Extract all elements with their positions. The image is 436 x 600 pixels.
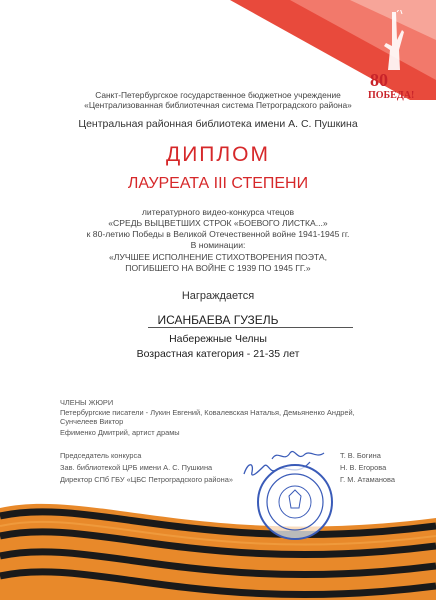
official-stamp [255,462,335,542]
signatory-role-3: Директор СПб ГБУ «ЦБС Петроградского района» [60,475,233,484]
signatory-role-2: Зав. библиотекой ЦРБ имени А. С. Пушкина [60,463,213,472]
jury-heading: ЧЛЕНЫ ЖЮРИ [60,398,114,407]
nomination-line-1: «ЛУЧШЕЕ ИСПОЛНЕНИЕ СТИХОТВОРЕНИЯ ПОЭТА, [109,252,327,262]
diploma-title: ДИПЛОМ [165,143,271,166]
recipient-name: ИСАНБАЕВА ГУЗЕЛЬ [157,313,279,327]
jury-line-1: Петербургские писатели - Лукин Евгений, Ковалевская Наталья, Демьяненко Андрей, [60,408,355,417]
signatory-name-1: Т. В. Богина [340,451,381,460]
laureate-degree: ЛАУРЕАТА III СТЕПЕНИ [127,175,309,192]
contest-line-3: к 80-летию Победы в Великой Отечественной войне 1941-1945 гг. [86,229,350,239]
emblem-number: 80 [370,70,388,90]
contest-line-4: В номинации: [190,240,246,250]
signatory-name-3: Г. М. Атаманова [340,475,395,484]
org-line-2: «Централизованная библиотечная система Петроградского района» [84,100,352,110]
emblem-text: ПОБЕДА! [368,90,415,101]
signatory-role-1: Председатель конкурса [60,451,142,460]
org-line-1: Санкт-Петербургское государственное бюджетное учреждение [95,90,341,100]
name-underline [148,327,353,328]
contest-line-2: «СРЕДЬ ВЫЦВЕТШИХ СТРОК «БОЕВОГО ЛИСТКА...» [108,218,328,228]
contest-line-1: литературного видео-конкурса чтецов [141,207,295,217]
library-name: Центральная районная библиотека имени А. С. Пушкина [78,118,358,130]
st-george-ribbon [0,478,436,600]
jury-line-2: Сунчелеев Виктор [60,417,124,426]
jury-line-3: Ефименко Дмитрий, артист драмы [60,428,180,437]
signatory-name-2: Н. В. Егорова [340,463,387,472]
nomination-line-2: ПОГИБШЕГО НА ВОЙНЕ С 1939 ПО 1945 ГГ.» [125,263,311,273]
age-category: Возрастная категория - 21-35 лет [136,348,300,360]
awarded-label: Награждается [181,290,255,302]
recipient-city: Набережные Челны [169,333,267,345]
